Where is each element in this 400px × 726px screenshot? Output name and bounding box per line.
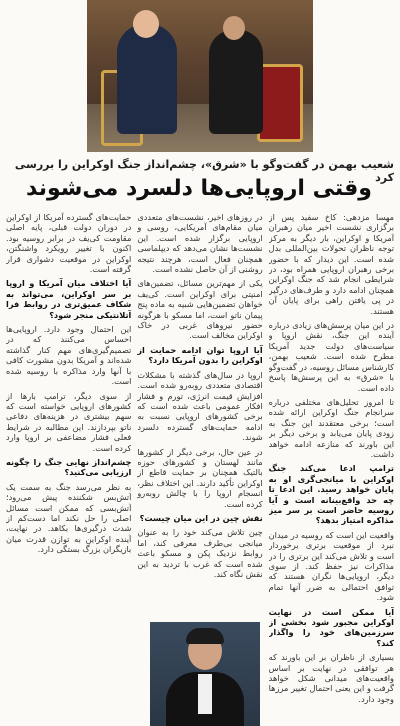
photo-person-right (209, 30, 263, 134)
photo-head-left (133, 10, 159, 38)
article-column-1 (269, 212, 394, 722)
interview-question: نقش چین در این میان چیست؟ (139, 512, 263, 523)
article-paragraph: اروپا در سال‌های گذشته با مشکلات اقتصادی متعددی روبه‌رو شده است. افزایش قیمت انرژی، تورم و فشار افکار عمومی باعث شده است که برخی کشورهای اروپایی نسبت به ادامه حمایت‌های گسترده دلسرد شوند. (137, 369, 263, 443)
interview-question: آیا اروپا توان ادامه حمایت از اوکراین را بدون آمریکا دارد؟ (137, 344, 263, 366)
interview-question: چشم‌انداز نهایی جنگ را چگونه ارزیابی می‌کنید؟ (6, 456, 132, 478)
article-paragraph: در عین حال، برخی دیگر از کشورها مانند لهستان و کشورهای حوزه بالتیک همچنان بر حمایت قاطع از اوکراین تأکید دارند. این اختلاف نظر، انسجام اروپا را با چالش روبه‌رو کرده است. (137, 446, 263, 509)
photo-head-right (223, 16, 245, 40)
article-paragraph: حمایت‌های گسترده آمریکا از اوکراین در دوران دولت قبلی، پایه اصلی مقاومت کی‌یف در برابر روسیه بود. اکنون با تغییر رویکرد واشنگتن، اوکراین در موقعیت دشواری قرار گرفته است. (6, 212, 132, 275)
article-paragraph: در روزهای اخیر، نشست‌های متعددی میان مقام‌های آمریکایی، روسی و اروپایی برگزار شده است. این نشست‌ها نشان می‌دهد که دیپلماسی همچنان فعال است، هرچند نتیجه روشنی از آن حاصل نشده است. (137, 212, 263, 275)
article-column-3 (6, 212, 131, 722)
article-paragraph: این احتمال وجود دارد. اروپایی‌ها احساس می‌کنند که در تصمیم‌گیری‌های مهم کنار گذاشته شده‌اند و آمریکا بدون مشورت کافی با آنها وارد مذاکره با روسیه شده است. (6, 324, 132, 387)
portrait-hair (186, 628, 224, 644)
interview-question: ترامپ ادعا می‌کند جنگ اوکراین با میانجی‌گری او به پایان خواهد رسید. این ادعا تا چه حد واقع‌بینانه است و آیا روسیه حاضر است بر سر میز مذاکره امتیاز بدهد؟ (268, 463, 394, 526)
subheadline: شعیب بهمن در گفت‌وگو با «شرق»، چشم‌انداز جنگ اوکراین را بررسی کرد (14, 158, 394, 184)
article-paragraph: یکی از مهم‌ترین مسائل، تضمین‌های امنیتی برای اوکراین است. کی‌یف خواهان تضمین‌هایی شبیه به ماده پنج پیمان ناتو است، اما مسکو با هرگونه حضور نیروهای غربی در خاک اوکراین مخالف است. (137, 278, 263, 341)
article-paragraph: تا امروز تحلیل‌های مختلفی درباره سرانجام جنگ اوکراین ارائه شده است؛ برخی معتقدند این جنگ به زودی پایان می‌یابد و برخی دیگر بر این باورند که منازعه ادامه خواهد داشت. (268, 396, 394, 459)
photo-chair-right (257, 64, 303, 142)
portrait-shirt (198, 674, 212, 714)
article-paragraph: به نظر می‌رسد جنگ به سمت یک آتش‌بس شکننده پیش می‌رود؛ آتش‌بسی که ممکن است مسائل اصلی را حل نکند اما دست‌کم از شدت درگیری‌ها بکاهد. در نهایت، آینده اوکراین به توازن قدرت میان بازیگران بزرگ بستگی دارد. (6, 481, 132, 555)
article-paragraph: از سوی دیگر، ترامپ بارها از کشورهای اروپایی خواسته است که سهم بیشتری در هزینه‌های دفاعی ناتو بپردازند. این مطالبه در شرایط فعلی فشار مضاعفی بر اروپا وارد کرده است. (6, 390, 132, 453)
interview-question: آیا اختلاف میان آمریکا و اروپا بر سر اوکراین، می‌تواند به شکاف عمیق‌تری در روابط فرا آتلانتیکی منجر شود؟ (6, 278, 132, 320)
article-paragraph: بسیاری از ناظران بر این باورند که هر توافقی در نهایت بر اساس واقعیت‌های میدانی شکل خواهد گرفت و این یعنی احتمال تغییر مرزها وجود دارد. (268, 652, 394, 704)
interviewee-portrait (150, 622, 260, 726)
photo-person-left (117, 24, 177, 134)
headline: وقتی اروپایی‌ها دلسرد می‌شوند (26, 176, 372, 201)
interview-question: آیا ممکن است در نهایت اوکراین مجبور شود بخشی از سرزمین‌های خود را واگذار کند؟ (268, 606, 394, 648)
article-paragraph: در این میان پرسش‌های زیادی درباره آینده این جنگ، نقش اروپا و سیاست‌های دولت جدید آمریکا مطرح شده است. شعیب بهمن، کارشناس مسائل روسیه، در گفت‌وگو با «شرق» به این پرسش‌ها پاسخ داده است. (268, 320, 394, 393)
article-paragraph: واقعیت این است که روسیه در میدان نبرد از موقعیت برتری برخوردار است و تلاش می‌کند این برتری را در مذاکرات نیز حفظ کند. از سوی دیگر، اروپایی‌ها نگران هستند که توافق احتمالی به ضرر آنها تمام شود. (268, 529, 394, 603)
article-paragraph: مهسا مزدهی: کاخ سفید پس از برگزاری نشست اخیر میان رهبران آمریکا و اوکراین، بار دیگر به مرکز توجه ناظران تحولات بین‌المللی بدل شده است. این دیدار که با حضور برخی رهبران اروپایی همراه بود، در شرایطی انجام شد که جنگ اوکراین همچنان ادامه دارد و طرف‌های درگیر در پی یافتن راهی برای پایان آن هستند. (268, 212, 394, 316)
article-paragraph: چین تلاش می‌کند خود را به عنوان میانجی بی‌طرف معرفی کند، اما روابط نزدیک پکن و مسکو باعث شده است که غرب با تردید به این نقش نگاه کند. (137, 527, 263, 579)
meeting-photo (87, 0, 313, 152)
